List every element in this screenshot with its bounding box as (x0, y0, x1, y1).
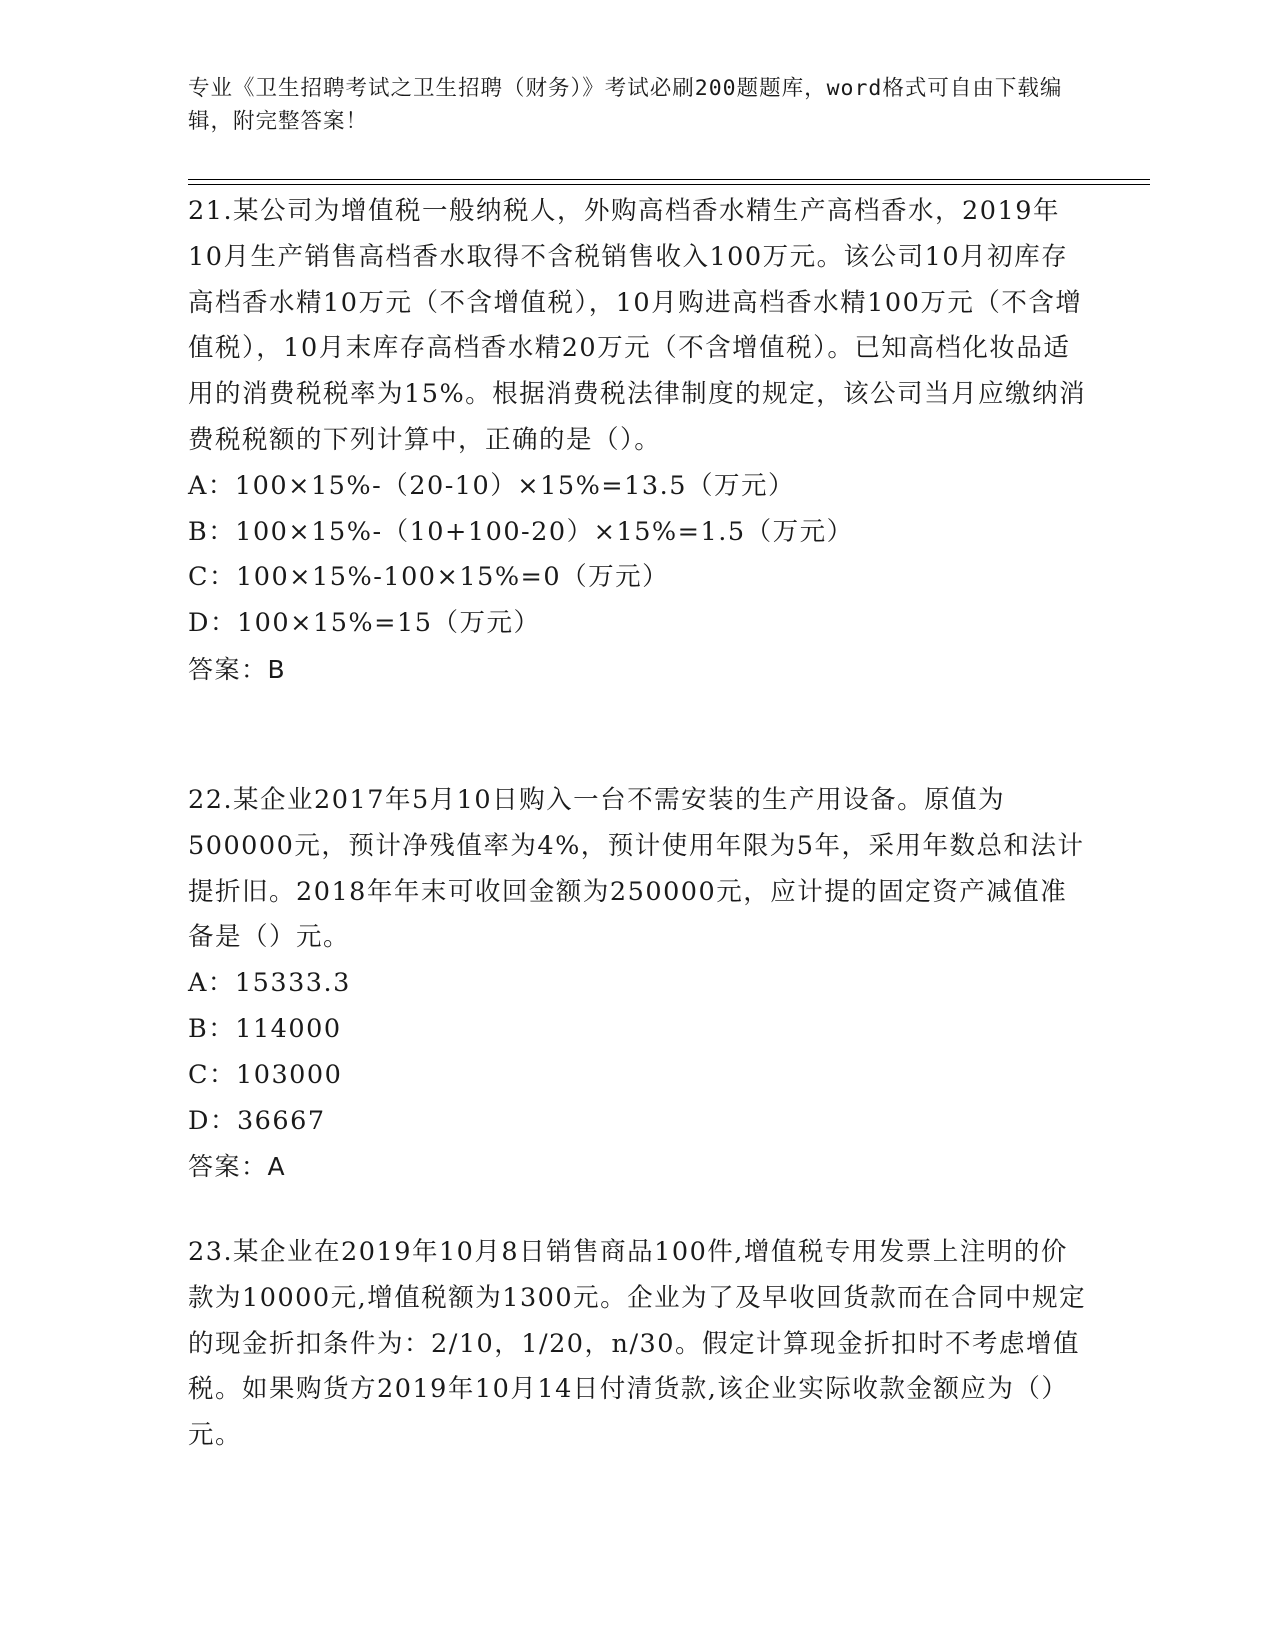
option-a: A：15333.3 (188, 968, 351, 999)
option-c: C：103000 (188, 1059, 343, 1090)
document-header: 专业《卫生招聘考试之卫生招聘（财务）》考试必刷200题题库，word格式可自由下载编辑，附完整答案！ (188, 76, 1063, 134)
option-d: D：36667 (188, 1105, 326, 1136)
question-stem: 23.某企业在2019年10月8日销售商品100件,增值税专用发票上注明的价款为10000元,增值税额为1300元。企业为了及早收回货款而在合同中规定的现金折扣条件为：2/10，1/20，n/30。假定计算现金折扣时不考虑增值税。如果购货方2019年10月14日付清货款,该企业实际收款金额应为（）元。 (188, 1237, 1087, 1451)
option-b: B：114000 (188, 1013, 342, 1044)
answer-line: 答案：B (188, 654, 287, 684)
option-b: B：100×15%-（10+100-20）×15%=1.5（万元） (188, 516, 854, 547)
question-23 (188, 1230, 1088, 1459)
question-22 (188, 778, 1088, 1190)
header-rule-top (188, 179, 1150, 180)
option-a: A：100×15%-（20-10）×15%=13.5（万元） (188, 470, 795, 501)
question-stem: 22.某企业2017年5月10日购入一台不需安装的生产用设备。原值为500000元，预计净残值率为4%，预计使用年限为5年，采用年数总和法计提折旧。2018年年末可收回金额为250000元，应计提的固定资产减值准备是（）元。 (188, 785, 1085, 953)
question-stem: 21.某公司为增值税一般纳税人，外购高档香水精生产高档香水，2019年10月生产销售高档香水取得不含税销售收入100万元。该公司10月初库存高档香水精10万元（不含增值税），10月购进高档香水精100万元（不含增值税），10月末库存高档香水精20万元（不含增值税）。已知高档化妆品适用的消费税税率为15%。根据消费税法律制度的规定，该公司当月应缴纳消费税税额的下列计算中，正确的是（）。 (188, 196, 1087, 455)
answer-line: 答案：A (188, 1152, 287, 1182)
option-d: D：100×15%=15（万元） (188, 608, 541, 639)
question-21 (188, 189, 1088, 693)
header-rule-bottom (188, 184, 1150, 185)
option-c: C：100×15%-100×15%=0（万元） (188, 562, 670, 593)
